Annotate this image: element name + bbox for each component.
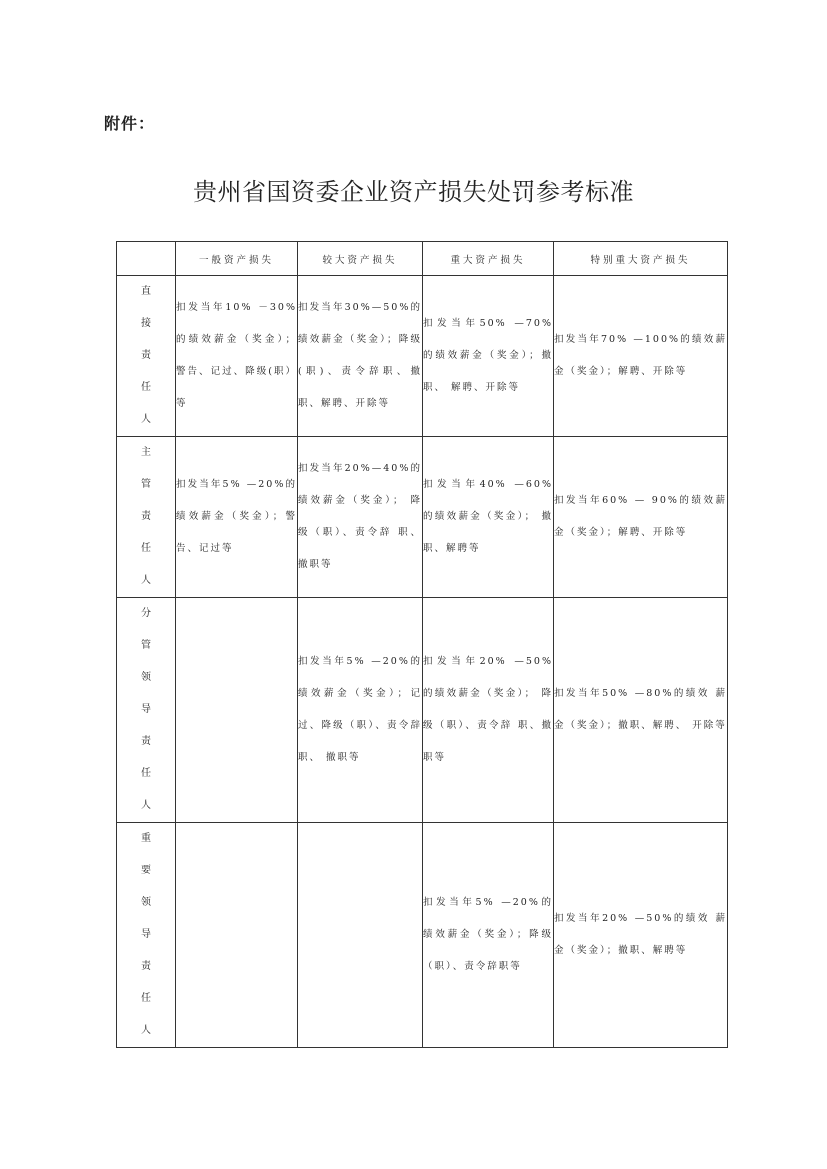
row-header-text: 重 要 领 导 责 任 人 <box>141 833 151 1036</box>
table-cell <box>423 598 554 823</box>
table-header-row <box>117 242 728 276</box>
cell-text: 扣发当年70% —100%的绩效薪金（奖金）；解聘、开除等 <box>554 334 727 377</box>
table-row-key-leader <box>117 823 728 1048</box>
table-row-divisional-leader <box>117 598 728 823</box>
table-cell <box>298 598 423 823</box>
cell-text: 扣发当年5% —20%的绩效薪金（奖金）；降级（职）、责令辞职等 <box>423 897 553 972</box>
cell-text: 扣发当年40% —60% 的绩效薪金（奖金）； 撤职、解聘等 <box>423 479 553 554</box>
table-cell <box>554 437 728 598</box>
table-cell <box>176 823 298 1048</box>
document-title: 贵州省国资委企业资产损失处罚参考标准 <box>193 178 634 206</box>
table-cell <box>298 823 423 1048</box>
row-header-text: 主 管 责 任 人 <box>141 447 151 586</box>
cell-text: 扣发当年50% —70% 的绩效薪金（奖金）；撤职、 解聘、开除等 <box>423 318 553 393</box>
cell-text: 扣发当年30%—50%的绩效薪金（奖金）；降级(职)、责令辞职、撤职、解聘、开除等 <box>298 302 422 409</box>
column-header-general-loss: 一般资产损失 <box>176 242 298 276</box>
row-header-key-leader <box>117 823 176 1048</box>
table-cell <box>423 437 554 598</box>
row-header-text: 直 接 责 任 人 <box>141 286 151 425</box>
cell-text: 扣发当年5% —20%的绩效薪金（奖金）；警告、记过等 <box>176 479 297 554</box>
cell-text: 扣发当年60% — 90%的绩效薪金（奖金）；解聘、开除等 <box>554 495 727 538</box>
table-cell <box>176 276 298 437</box>
column-header-extra-major-loss: 特别重大资产损失 <box>554 242 728 276</box>
attachment-label: 附件： <box>104 114 156 133</box>
table-cell <box>423 276 554 437</box>
row-header-divisional-leader <box>117 598 176 823</box>
cell-text: 扣发当年20%—40%的绩效薪金（奖金）； 降级（职）、责令辞 职、撤职等 <box>298 463 422 570</box>
cell-text: 扣发当年10% －30%的绩效薪金（奖金）；警告、记过、降级(职）等 <box>176 302 297 409</box>
table-row-supervising <box>117 437 728 598</box>
row-header-direct-responsible <box>117 276 176 437</box>
cell-text: 扣发当年20% —50% 的绩效薪金（奖金）； 降级（职）、责令辞 职、撤职等 <box>423 656 553 763</box>
table-cell <box>423 823 554 1048</box>
table-cell <box>554 276 728 437</box>
cell-text: 扣发当年5% —20%的绩效薪金（奖金）；记过、降级（职）、责令辞职、 撤职等 <box>298 656 422 763</box>
row-header-supervising-responsible <box>117 437 176 598</box>
table-cell <box>176 598 298 823</box>
table-cell <box>554 598 728 823</box>
row-header-text: 分 管 领 导 责 任 人 <box>141 608 151 811</box>
table-cell <box>298 276 423 437</box>
table-cell <box>176 437 298 598</box>
cell-text: 扣发当年20% —50%的绩效 薪金（奖金）；撤职、解聘等 <box>554 913 727 956</box>
cell-text: 扣发当年50% —80%的绩效 薪金（奖金）；撤职、解聘、 开除等 <box>554 688 727 731</box>
column-header-large-loss: 较大资产损失 <box>298 242 423 276</box>
table-cell <box>298 437 423 598</box>
penalty-standards-table <box>116 241 728 1048</box>
table-cell <box>554 823 728 1048</box>
column-header-corner <box>117 242 176 276</box>
column-header-major-loss: 重大资产损失 <box>423 242 554 276</box>
table-row-direct <box>117 276 728 437</box>
